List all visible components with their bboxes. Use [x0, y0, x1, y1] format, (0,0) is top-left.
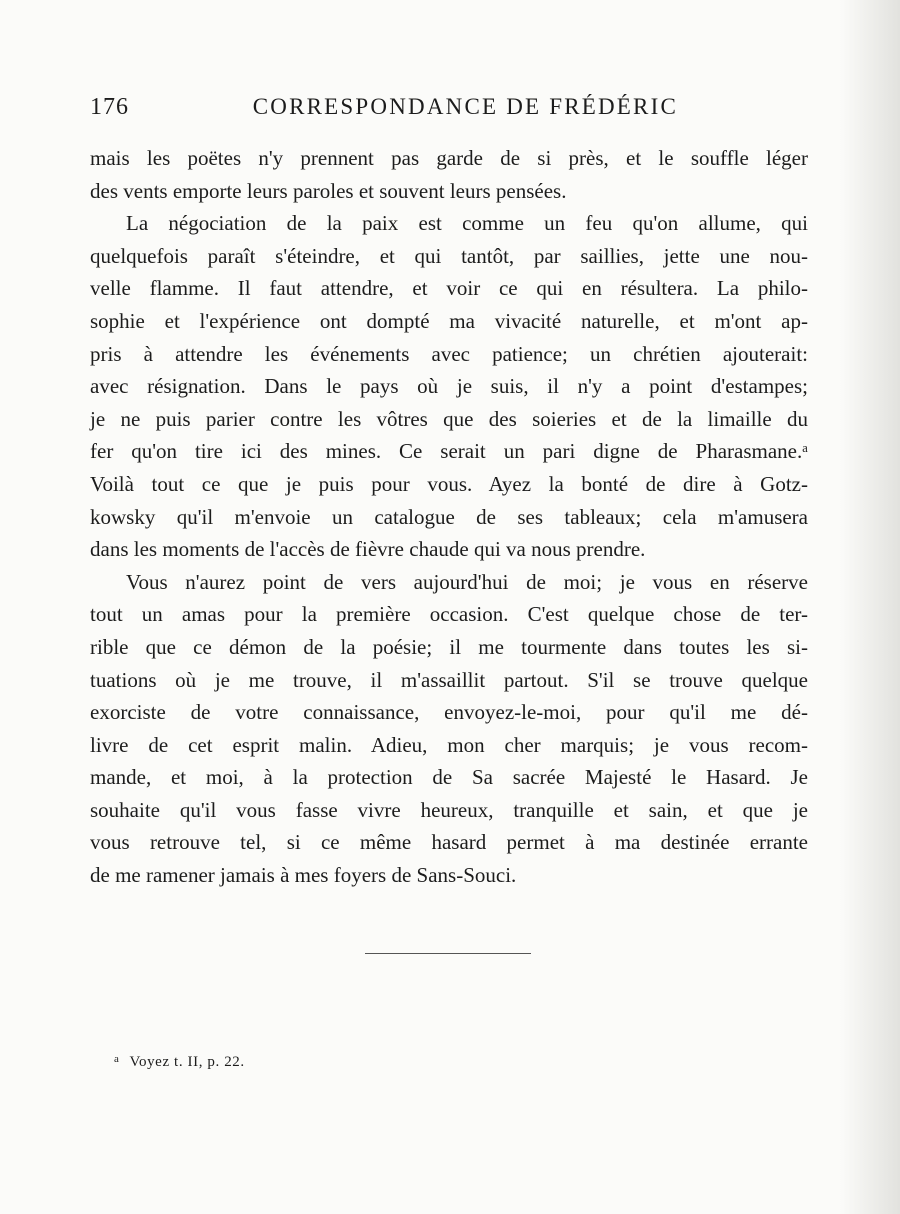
section-divider [365, 953, 531, 954]
text-line: quelquefois paraît s'éteindre, et qui tantôt, par saillies, jette une nou- [90, 243, 808, 268]
text-line: mais les poëtes n'y prennent pas garde de si près, et le souffle léger [90, 146, 808, 170]
text-line: mande, et moi, à la protection de Sa sacrée Majesté le Hasard. Je [90, 765, 808, 790]
text-line: sophie et l'expérience ont dompté ma vivacité naturelle, et m'ont ap- [90, 308, 808, 333]
page-header [90, 94, 678, 126]
footnote-text: Voyez t. II, p. 22. [129, 1054, 245, 1070]
text-line: Voilà tout ce que je puis pour vous. Ayez la bonté de dire à Gotz- [90, 471, 808, 496]
text-line: souhaite qu'il vous fasse vivre heureux, tranquille et sain, et que je [90, 797, 808, 822]
page-edge-shadow [840, 0, 900, 1214]
text-line: avec résignation. Dans le pays où je suis, il n'y a point d'estampes; [90, 374, 808, 399]
text-line: pris à attendre les événements avec patience; un chrétien ajouterait: [90, 341, 808, 366]
text-line: tuations où je me trouve, il m'assaillit partout. S'il se trouve quelque [90, 667, 808, 692]
text-line: vous retrouve tel, si ce même hasard permet à ma destinée errante [90, 830, 808, 855]
text-line: de me ramener jamais à mes foyers de Sans-Souci. [90, 863, 517, 888]
text-line: dans les moments de l'accès de fièvre chaude qui va nous prendre. [90, 537, 646, 562]
text-line: Vous n'aurez point de vers aujourd'hui de moi; je vous en réserve [126, 569, 808, 594]
text-line: je ne puis parier contre les vôtres que des soieries et de la limaille du [90, 406, 808, 431]
text-line: rible que ce démon de la poésie; il me tourmente dans toutes les si- [90, 634, 808, 659]
page-number: 176 [90, 94, 129, 120]
text-line: velle flamme. Il faut attendre, et voir ce qui en résultera. La philo- [90, 276, 808, 301]
footnote [114, 1054, 245, 1071]
text-line: La négociation de la paix est comme un feu qu'on allume, qui [126, 211, 808, 236]
text-line: tout un amas pour la première occasion. C'est quelque chose de ter- [90, 602, 808, 627]
text-line: exorciste de votre connaissance, envoyez-le-moi, pour qu'il me dé- [90, 700, 808, 725]
letter-body [90, 142, 808, 892]
text-line: kowsky qu'il m'envoie un catalogue de ses tableaux; cela m'amusera [90, 504, 808, 529]
text-line: fer qu'on tire ici des mines. Ce serait un pari digne de Pharasmane.ᵃ [90, 439, 808, 464]
text-line: livre de cet esprit malin. Adieu, mon cher marquis; je vous recom- [90, 732, 808, 757]
running-title: CORRESPONDANCE DE FRÉDÉRIC [252, 94, 678, 119]
text-line: des vents emporte leurs paroles et souvent leurs pensées. [90, 178, 567, 203]
footnote-marker: a [114, 1053, 120, 1065]
